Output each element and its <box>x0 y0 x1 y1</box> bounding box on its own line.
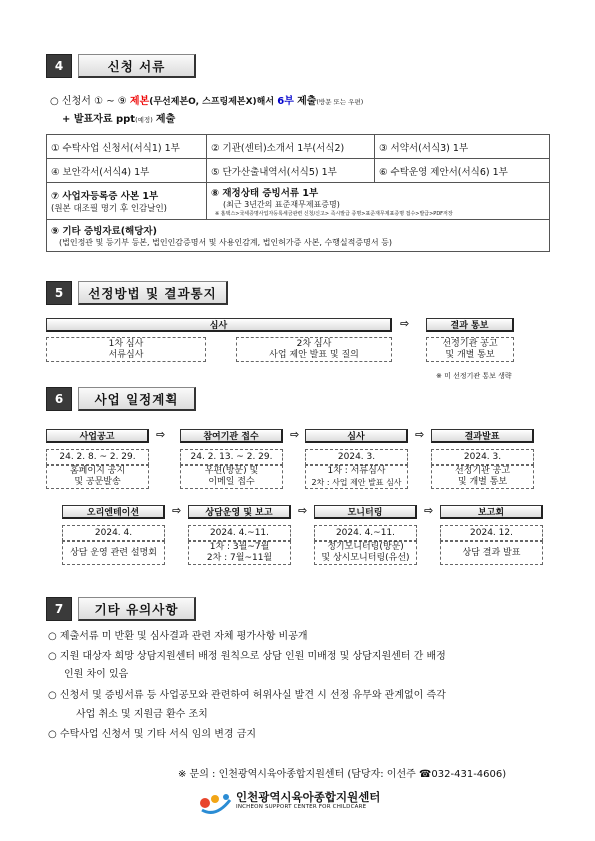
footnote: ※ 미 선정기관 통보 생략 <box>436 372 512 380</box>
text: ⑧ 재정상태 증빙서류 1부 <box>211 188 319 199</box>
section-4-header <box>46 54 196 78</box>
arrow-right-icon: ⇨ <box>415 428 425 441</box>
notify-box <box>426 337 514 362</box>
schedule-step-date: 2024. 4.~11. <box>188 525 291 541</box>
text: 2차 : 사업 제안 발표 심사 <box>311 478 402 487</box>
arrow-right-icon: ⇨ <box>424 504 434 517</box>
text: (무선제본O, 스프링제본X)해서 <box>149 97 275 107</box>
text: 2차 심사 <box>296 338 332 349</box>
text: (방문 또는 우편) <box>316 98 364 106</box>
arrow-right-icon: ⇨ <box>156 428 166 441</box>
doc-cell: ① 수탁사업 신청서(서식1) 1부 <box>47 135 207 159</box>
schedule-step-date: 24. 2. 8. ~ 2. 29. <box>46 449 149 465</box>
doc-cell: ⑤ 단가산출내역서(서식5) 1부 <box>207 159 375 183</box>
section-7-header <box>46 597 196 621</box>
schedule-step-date: 2024. 4.~11. <box>314 525 417 541</box>
note-3-cont: 사업 취소 및 지원금 환수 조치 <box>76 709 208 720</box>
logo-sub: INCHEON SUPPORT CENTER FOR CHILDCARE <box>236 804 367 810</box>
doc-cell: ⑥ 수탁운영 제안서(서식6) 1부 <box>375 159 550 183</box>
text: (최근 3년간의 표준재무제표증명) <box>223 200 340 209</box>
schedule-step-detail <box>62 541 165 565</box>
section-5-header <box>46 281 228 305</box>
doc-cell: ③ 서약서(서식3) 1부 <box>375 135 550 159</box>
text: 제출 <box>155 114 176 125</box>
text: ⑨ 기타 증빙자료(해당자) <box>51 226 157 237</box>
arrow-right-icon: ⇨ <box>298 504 308 517</box>
text: 제출 <box>297 96 317 107</box>
text: 제본 <box>129 96 150 107</box>
section-title: 선정방법 및 결과통지 <box>78 281 228 305</box>
documents-table <box>46 134 550 252</box>
text: 1차 : 서류심사 <box>327 466 386 476</box>
stage2-box <box>236 337 392 362</box>
schedule-step-detail <box>314 541 417 565</box>
ppt-line <box>62 110 175 125</box>
schedule-step-header: 보고회 <box>440 505 543 519</box>
text: 선정기관 공고 <box>454 466 511 476</box>
section-6-header <box>46 387 196 411</box>
text: 6부 <box>277 96 294 107</box>
text: 서류심사 <box>108 349 144 360</box>
text: 상담 운영 관련 설명회 <box>70 547 157 558</box>
section-number: 6 <box>46 387 72 411</box>
schedule-step-date: 2024. 12. <box>440 525 543 541</box>
text: 1차 : 3월~7월 <box>209 542 270 552</box>
section-number: 7 <box>46 597 72 621</box>
schedule-step-header: 사업공고 <box>46 429 149 443</box>
text: (법인정관 및 등기부 등본, 법인인감증명서 및 사용인감계, 법인허가증 사본, 수행실적증명서 등) <box>59 238 392 247</box>
doc-cell <box>207 183 550 220</box>
doc-cell <box>47 220 550 252</box>
contact-info: ※ 문의 : 인천광역시육아종합지원센터 (담당자: 이선주 ☎032-431-4606) <box>178 769 507 780</box>
schedule-step-date: 24. 2. 13. ~ 2. 29. <box>180 449 283 465</box>
text: ※ 홈택스>국세증명사업자등록세금관련 신청/신고> 즉시발급 증명>표준재무제표증명 접수>발급>PDF저장 <box>215 211 453 217</box>
text: + 발표자료 ppt <box>62 114 136 125</box>
review-header: 심사 <box>46 318 392 332</box>
schedule-step-detail <box>188 541 291 565</box>
note-1: ○ 제출서류 미 반환 및 심사결과 관련 자체 평가사항 비공개 <box>48 631 308 642</box>
schedule-step-date: 2024. 4. <box>62 525 165 541</box>
arrow-right-icon: ⇨ <box>400 317 410 330</box>
schedule-step-detail <box>46 465 149 489</box>
arrow-right-icon: ⇨ <box>172 504 182 517</box>
submission-line <box>50 92 363 107</box>
schedule-step-header: 상담운영 및 보고 <box>188 505 291 519</box>
text: 1차 심사 <box>108 338 144 349</box>
stage1-box <box>46 337 206 362</box>
text: 우편(방문) 및 <box>204 466 259 476</box>
section-title: 사업 일정계획 <box>78 387 196 411</box>
schedule-step-date: 2024. 3. <box>305 449 408 465</box>
text: 2차 : 7월~11월 <box>206 553 273 563</box>
text: 및 개별 통보 <box>445 349 495 360</box>
text: 사업 제안 발표 및 질의 <box>269 349 359 360</box>
doc-cell <box>47 183 207 220</box>
section-number: 5 <box>46 281 72 305</box>
text: ○ 신청서 ① ~ ⑨ <box>50 96 127 107</box>
section-title: 신청 서류 <box>78 54 196 78</box>
result-header: 결과 통보 <box>426 318 514 332</box>
doc-cell: ② 기관(센터)소개서 1부(서식2) <box>207 135 375 159</box>
schedule-step-date: 2024. 3. <box>431 449 534 465</box>
text: 및 개별 통보 <box>457 477 508 487</box>
note-3: ○ 신청서 및 증빙서류 등 사업공모와 관련하여 허위사실 발견 시 선정 유무와 관계없이 즉각 <box>48 690 446 701</box>
text: ⑦ 사업자등록증 사본 1부 <box>51 191 159 202</box>
note-2: ○ 지원 대상자 희망 상담지원센터 배정 원칙으로 상담 인원 미배정 및 상담지원센터 간 배정 <box>48 651 446 662</box>
schedule-step-header: 결과발표 <box>431 429 534 443</box>
schedule-step-header: 모니터링 <box>314 505 417 519</box>
schedule-step-header: 참여기관 접수 <box>180 429 283 443</box>
text: 상담 결과 발표 <box>462 547 521 558</box>
text: 정기모니터링(방문) <box>327 542 404 552</box>
logo <box>198 789 408 815</box>
section-number: 4 <box>46 54 72 78</box>
text: 이메일 접수 <box>208 477 255 487</box>
text: 홈페이지 공지 <box>69 466 126 476</box>
text: (예정) <box>135 116 153 124</box>
schedule-step-detail <box>431 465 534 489</box>
logo-name: 인천광역시육아종합지원센터 <box>236 790 381 804</box>
logo-mark-icon <box>198 790 234 814</box>
text: 및 상시모니터링(유선) <box>321 553 410 563</box>
schedule-step-detail <box>440 541 543 565</box>
note-4: ○ 수탁사업 신청서 및 기타 서식 임의 변경 금지 <box>48 729 257 740</box>
note-2-cont: 인원 차이 있음 <box>64 669 129 680</box>
text: (원본 대조필 명기 후 인감날인) <box>51 204 167 214</box>
section-title: 기타 유의사항 <box>78 597 196 621</box>
schedule-step-detail <box>180 465 283 489</box>
doc-cell: ④ 보안각서(서식4) 1부 <box>47 159 207 183</box>
schedule-step-detail <box>305 465 408 489</box>
text: 및 공문발송 <box>74 477 121 487</box>
text: 선정기관 공고 <box>442 338 498 349</box>
schedule-step-header: 오리엔테이션 <box>62 505 165 519</box>
arrow-right-icon: ⇨ <box>290 428 300 441</box>
schedule-step-header: 심사 <box>305 429 408 443</box>
